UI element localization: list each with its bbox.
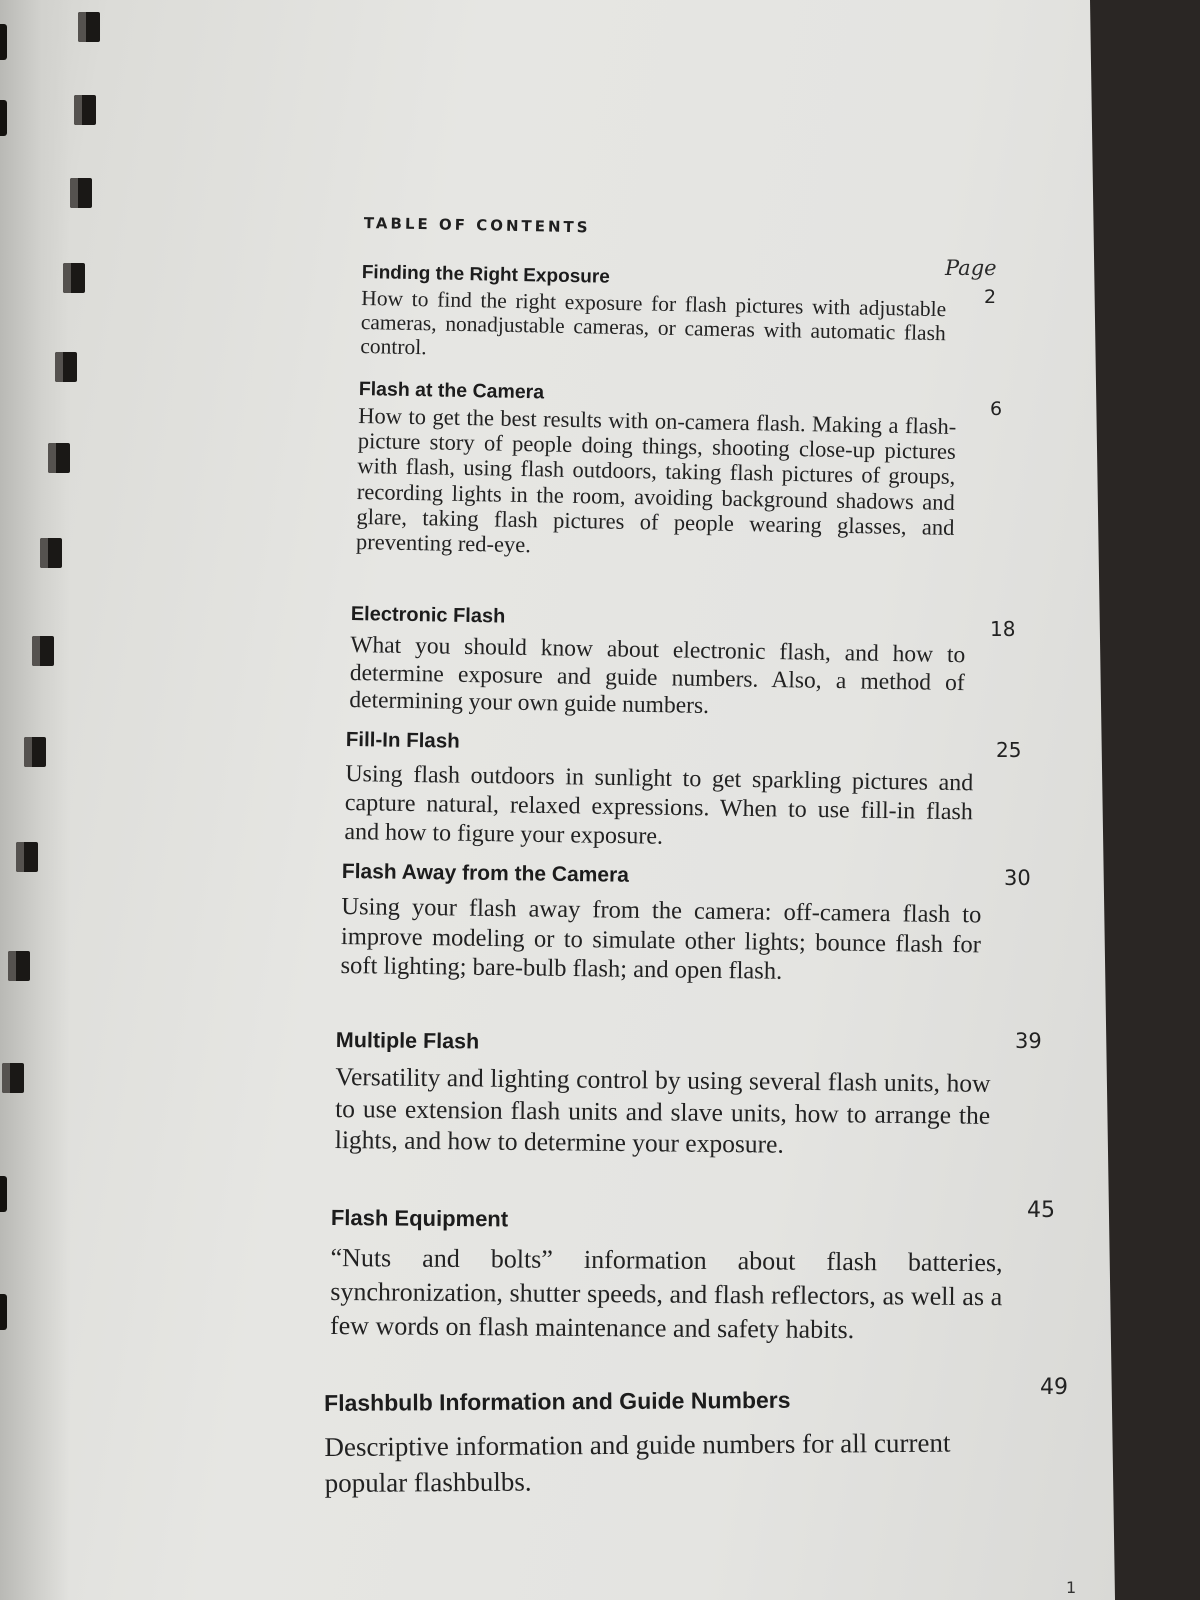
- entry-description: “Nuts and bolts” information about flash batteries, synchronization, shutter speeds, and flash reflectors, as well as a few words on flash maintenance and safety habits.: [329, 1242, 1003, 1345]
- entry-page-number: 25: [996, 738, 1022, 762]
- entry-page-number: 2: [984, 286, 997, 308]
- toc-entry: [356, 378, 957, 565]
- entry-page-number: 49: [1040, 1375, 1068, 1400]
- toc-entry: [360, 262, 947, 369]
- entry-description: Versatility and lighting control by using several flash units, how to use extension flash units and slave units, how to arrange the lights, and how to determine your exposure.: [334, 1061, 991, 1159]
- entry-page-number: 18: [990, 617, 1016, 641]
- toc-entry: [349, 603, 966, 725]
- entry-description: What you should know about electronic flash, and how to determine exposure and guide numbers. Also, a method of determining your own guide numbers.: [349, 631, 966, 719]
- entry-title: Flash Equipment: [330, 1205, 509, 1232]
- toc-entry: [324, 1385, 1015, 1501]
- entry-description: How to get the best results with on-camera flash. Making a flash-picture story of people doing things, shooting close-up pictures with flash, using flash outdoors, taking flash pictures of groups, recording lights in the room, avoiding background shadows and glare, taking flash pictures of people wearing glasses, and preventing red-eye.: [355, 402, 957, 558]
- entry-title: Electronic Flash: [350, 603, 506, 628]
- entry-title: Flashbulb Information and Guide Numbers: [324, 1386, 791, 1416]
- page-column-label: Page: [945, 256, 997, 280]
- toc-entry: [340, 860, 982, 989]
- entry-title: Fill-In Flash: [345, 728, 460, 753]
- toc-heading: TABLE OF CONTENTS: [363, 214, 591, 237]
- entry-description: Using your flash away from the camera: off-camera flash to improve modeling or to simulate other lights; bounce flash for soft lighting; bare-bulb flash; and open flash.: [340, 892, 982, 985]
- entry-title: Multiple Flash: [335, 1028, 480, 1054]
- entry-page-number: 39: [1015, 1029, 1042, 1053]
- entry-title: Flash at the Camera: [358, 378, 545, 404]
- toc-entry: [335, 1028, 991, 1162]
- entry-page-number: 6: [990, 398, 1003, 420]
- entry-description: Using flash outdoors in sunlight to get sparkling pictures and capture natural, relaxed expressions. When to use fill-in flash and how to figure your exposure.: [344, 760, 974, 850]
- toc-entry: [344, 728, 974, 856]
- toc-entry: [330, 1205, 1003, 1348]
- entry-description: How to find the right exposure for flash pictures with adjustable cameras, nonadjustable cameras, or cameras with automatic flash control.: [360, 285, 947, 360]
- entry-title: Finding the Right Exposure: [361, 262, 611, 288]
- entry-title: Flash Away from the Camera: [341, 860, 630, 887]
- entry-page-number: 45: [1027, 1198, 1055, 1223]
- entry-page-number: 30: [1004, 866, 1031, 890]
- page-folio: 1: [1066, 1578, 1077, 1597]
- entry-description: Descriptive information and guide numbers for all current popular flashbulbs.: [324, 1427, 951, 1498]
